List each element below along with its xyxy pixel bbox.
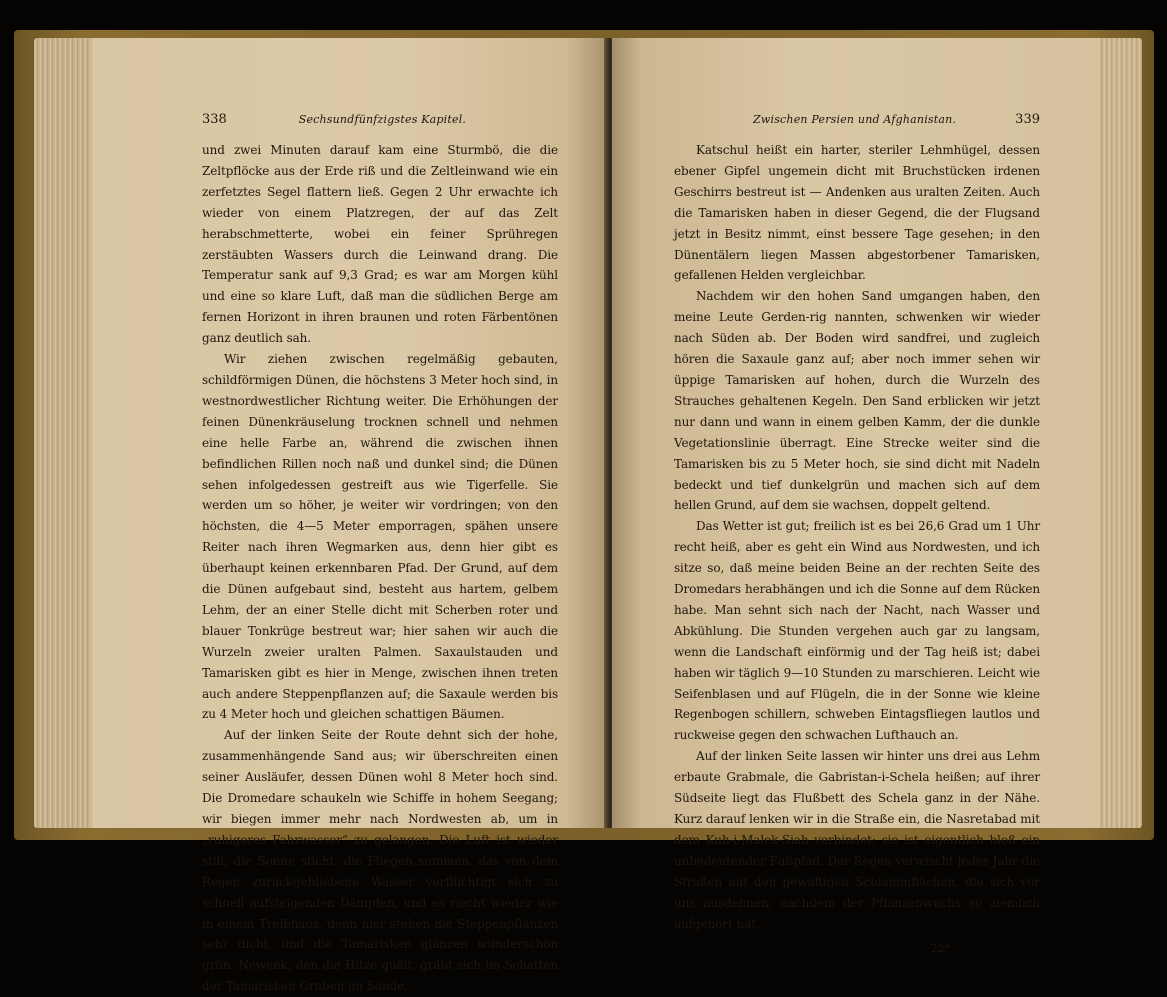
left-paragraph-3: Auf der linken Seite der Route dehnt sich der hohe, zusammenhängende Sand aus; wir überschreiten einen seiner Ausläufer, dessen Dünen wohl 8 Meter hoch sind. Die Dromedare schaukeln wie Schiffe in hohem Seegang; wir biegen immer mehr nach Nordwesten ab, um in „ruhigeres Fahrwasser“ zu gelangen. Die Luft ist wieder still, die Sonne sticht, die Fliegen summen, das von dem Regen zurückgebliebene Wasser verflüchtigt sich zu schnell aufsteigenden Dämpfen, und es riecht wieder wie in einem Treibhaus, denn hier stehen die Steppenpflanzen sehr dicht, und die Tamarisken glänzen wunderschön grün. Newenk, den die Hitze quält, gräbt sich im Schatten der Tamarisken Gruben im Sande.	[202, 728, 558, 994]
right-paragraph-2: Nachdem wir den hohen Sand umgangen haben, den meine Leute Gerden-rig nannten, schwenken wir wieder nach Süden ab. Der Boden wird sandfrei, und zugleich hören die Saxaule ganz auf; aber noch immer sehen wir üppige Tamarisken auf hohen, durch die Wurzeln des Strauches gehaltenen Kegeln. Den Sand erblicken wir jetzt nur dann und wann in einem gelben Kamm, der die dunkle Vegetationslinie überragt. Eine Strecke weiter sind die Tamarisken bis zu 5 Meter hoch, sie sind dicht mit Nadeln bedeckt und tief dunkelgrün und machen sich auf dem hellen Grund, auf dem sie wachsen, doppelt geltend.	[674, 289, 1040, 513]
left-paragraph-2: Wir ziehen zwischen regelmäßig gebauten, schildförmigen Dünen, die höchstens 3 Meter hoch sind, in westnordwestlicher Richtung weiter. Die Erhöhungen der feinen Dünenkräuselung trocknen schnell und nehmen eine helle Farbe an, während die zwischen ihnen befindlichen Rillen noch naß und dunkel sind; die Dünen sehen infolgedessen gestreift aus wie Tigerfelle. Sie werden um so höher, je weiter wir vordringen; von den höchsten, die 4—5 Meter emporragen, spähen unsere Reiter nach ihren Wegmarken aus, denn hier gibt es überhaupt keinen erkennbaren Pfad. Der Grund, auf dem die Dünen aufgebaut sind, besteht aus hartem, gelbem Lehm, der an einer Stelle dicht mit Scherben roter und blauer Tonkrüge bestreut war; hier sahen wir auch die Wurzeln zweier uralten Palmen. Saxaulstauden und Tamarisken gibt es hier in Menge, zwischen ihnen treten auch andere Steppenpflanzen auf; die Saxaule werden bis zu 4 Meter hoch und gleichen schattigen Bäumen.	[202, 352, 558, 722]
right-running-head: Zwischen Persien und Afghanistan.	[753, 113, 957, 126]
right-paragraph-1: Katschul heißt ein harter, steriler Lehmhügel, dessen ebener Gipfel ungemein dicht mit Bruchstücken irdenen Geschirrs bestreut ist — Andenken aus uralten Zeiten. Auch die Tamarisken haben in dieser Gegend, die der Flugsand jetzt in Besitz nimmt, einst bessere Tage gesehen; in den Dünentälern liegen Massen abgestorbener Tamarisken, gefallenen Helden vergleichbar.	[674, 143, 1040, 283]
left-running-head: Sechsundfünfzigstes Kapitel.	[298, 113, 467, 126]
right-page-header	[674, 112, 1040, 130]
right-paragraph-3: Das Wetter ist gut; freilich ist es bei 26,6 Grad um 1 Uhr recht heiß, aber es geht ein Wind aus Nordwesten, und ich sitze so, daß meine beiden Beine an der rechten Seite des Dromedars herabhängen und ich die Sonne auf dem Rücken habe. Man sehnt sich nach der Nacht, nach Wasser und Abkühlung. Die Stunden vergehen auch gar zu langsam, wenn die Landschaft einförmig und der Tag heiß ist; dabei haben wir täglich 9—10 Stunden zu marschieren. Leicht wie Seifenblasen und auf Flügeln, die in der Sonne wie kleine Regenbogen schillern, schweben Eintagsfliegen lautlos und ruckweise gegen den schwachen Lufthauch an.	[674, 519, 1040, 743]
left-paragraph-1: und zwei Minuten darauf kam eine Sturmbö, die die Zeltpflöcke aus der Erde riß und die Zeltleinwand wie ein zerfetztes Segel flattern ließ. Gegen 2 Uhr erwachte ich wieder von einem Platzregen, der auf das Zelt herabschmetterte, wobei ein feiner Sprühregen zerstäubten Wassers durch die Leinwand drang. Die Temperatur sank auf 9,3 Grad; es war am Morgen kühl und eine so klare Luft, daß man die südlichen Berge am fernen Horizont in ihren braunen und roten Färbentönen ganz deutlich sah.	[202, 143, 558, 346]
left-page-number: 338	[202, 112, 227, 127]
signature-mark: 22*	[930, 942, 950, 956]
right-paragraph-4: Auf der linken Seite lassen wir hinter uns drei aus Lehm erbaute Grabmale, die Gabristan-i-Schela heißen; auf ihrer Südseite liegt das Flußbett des Schela ganz in der Nähe. Kurz darauf lenken wir in die Straße ein, die Nasretabad mit dem Kuh-i-Malek-Siah verbindet; sie ist eigentlich bloß ein unbedeutender Fußpfad. Der Regen verwischt jedes Jahr die Straßen auf den gewaltigen Schlammflächen, die sich vor uns ausdehnen, nachdem der Pflanzenwuchs so ziemlich aufgehört hat.	[674, 749, 1040, 931]
left-page	[92, 38, 608, 994]
page-edges-right	[1098, 38, 1142, 828]
left-page-header	[202, 112, 558, 130]
right-page-number: 339	[1015, 112, 1040, 127]
right-page	[612, 38, 1100, 956]
page-edges-left	[34, 38, 96, 828]
